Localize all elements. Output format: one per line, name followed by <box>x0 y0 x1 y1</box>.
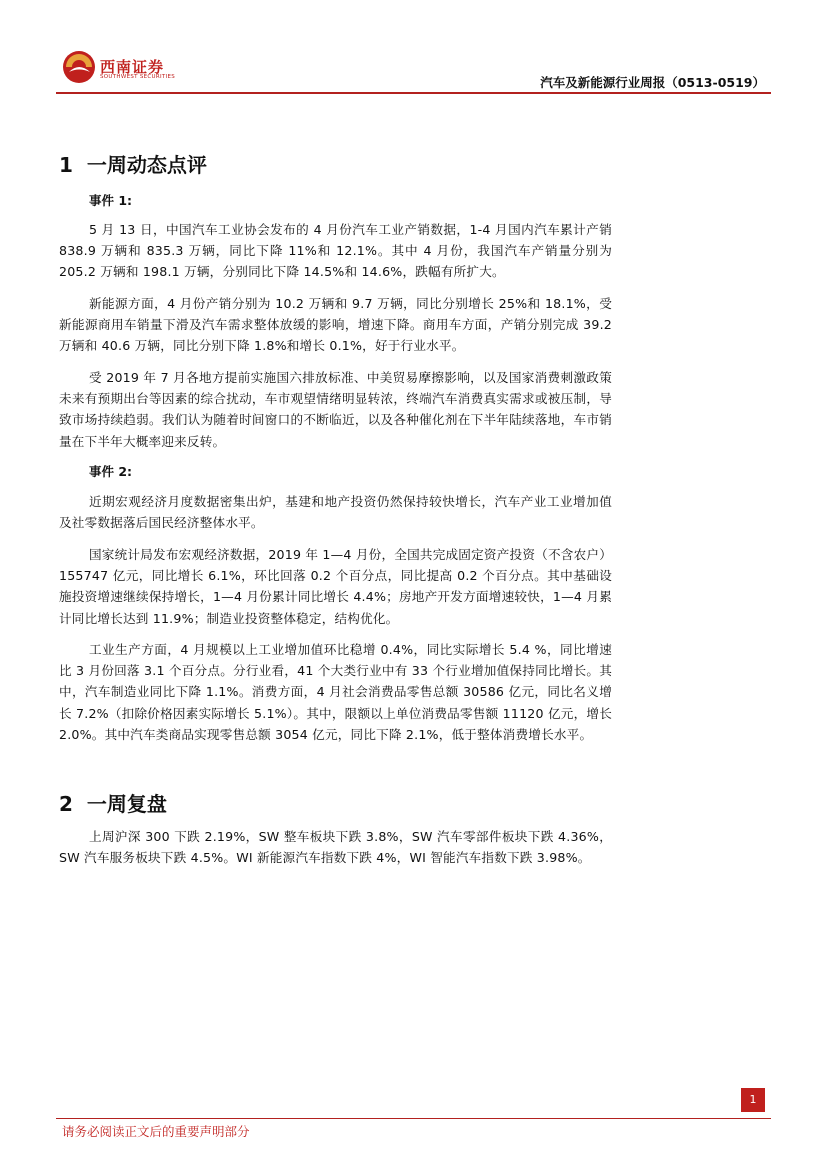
paragraph: 工业生产方面，4 月规模以上工业增加值环比稳增 0.4%，同比实际增长 5.4 %，同比增速比 3 月份回落 3.1 个百分点。分行业看，41 个大类行业中有 33 个行业增加值保持同比增长。其中，汽车制造业同比下降 1.1%。消费方面，4 月社会消费品零售总额 30586 亿元，同比名义增长 7.2%（扣除价格因素实际增长 5.1%）。其中，限额以上单位消费品零售额 11120 亿元，增长 2.0%。其中汽车类商品实现零售总额 3054 亿元，同比下降 2.1%，低于整体消费增长水平。 <box>59 642 612 742</box>
event-label: 事件 2: <box>89 464 133 479</box>
logo-english-name: SOUTHWEST SECURITIES <box>100 74 176 80</box>
paragraph: 上周沪深 300 下跌 2.19%，SW 整车板块下跌 3.8%，SW 汽车零部件板块下跌 4.36%，SW 汽车服务板块下跌 4.5%。WI 新能源汽车指数下跌 4%，WI 智能汽车指数下跌 3.98%。 <box>59 829 612 866</box>
paragraph: 国家统计局发布宏观经济数据，2019 年 1—4 月份，全国共完成固定资产投资（不含农户）155747 亿元，同比增长 6.1%，环比回落 0.2 个百分点，同比提高 0.2 个百分点。其中基础设施投资增速继续保持增长，1—4 月份累计同比增长 4.4%；房地产开发方面增速较快，1—4 月累计同比增长达到 11.9%；制造业投资整体稳定，结构优化。 <box>59 547 612 626</box>
section-number: 2 <box>59 792 73 816</box>
logo-chinese-name: 西南证券 <box>100 58 165 76</box>
page-number: 1 <box>741 1088 765 1112</box>
event-label: 事件 1: <box>89 193 133 208</box>
section-heading <box>59 149 207 178</box>
report-title: 汽车及新能源行业周报（0513-0519） <box>540 75 765 90</box>
section-heading <box>59 788 167 817</box>
footer-disclaimer: 请务必阅读正文后的重要声明部分 <box>62 1124 250 1139</box>
footer-divider <box>56 1118 771 1119</box>
header-divider <box>56 92 771 94</box>
paragraph: 新能源方面，4 月份产销分别为 10.2 万辆和 9.7 万辆，同比分别增长 25%和 18.1%，受新能源商用车销量下滑及汽车需求整体放缓的影响，增速下降。商用车方面，产销分别完成 39.2 万辆和 40.6 万辆，同比分别下降 1.8%和增长 0.1%，好于行业水平。 <box>59 296 612 354</box>
company-logo <box>62 50 182 86</box>
paragraph: 近期宏观经济月度数据密集出炉，基建和地产投资仍然保持较快增长，汽车产业工业增加值及社零数据落后国民经济整体水平。 <box>59 494 612 531</box>
section-title: 一周动态点评 <box>86 153 207 177</box>
section-number: 1 <box>59 153 73 177</box>
section-title: 一周复盘 <box>86 792 167 816</box>
logo-emblem-icon <box>62 50 96 84</box>
paragraph: 5 月 13 日，中国汽车工业协会发布的 4 月份汽车工业产销数据，1-4 月国内汽车累计产销 838.9 万辆和 835.3 万辆，同比下降 11%和 12.1%。其中 4 月份，我国汽车产销量分别为 205.2 万辆和 198.1 万辆，分别同比下降 14.5%和 14.6%，跌幅有所扩大。 <box>59 222 612 280</box>
paragraph: 受 2019 年 7 月各地方提前实施国六排放标准、中美贸易摩擦影响，以及国家消费刺激政策未来有预期出台等因素的综合扰动，车市观望情绪明显转浓，终端汽车消费真实需求或被压制，导致市场持续趋弱。我们认为随着时间窗口的不断临近，以及各种催化剂在下半年陆续落地，车市销量在下半年大概率迎来反转。 <box>59 370 612 449</box>
